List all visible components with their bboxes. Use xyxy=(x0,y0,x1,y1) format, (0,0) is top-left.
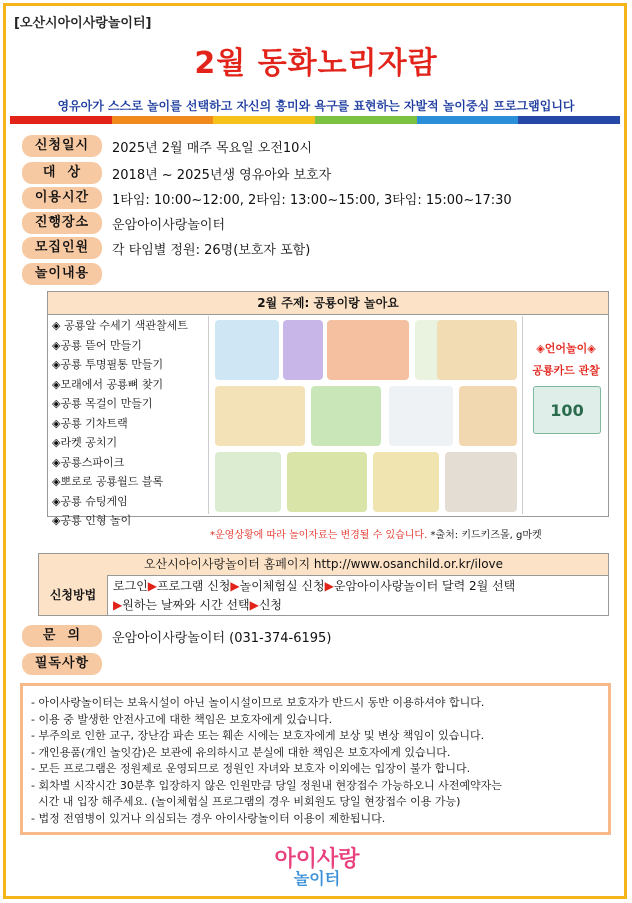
logo-line2: 놀이터 xyxy=(293,869,341,888)
stripe-red xyxy=(10,116,112,124)
info-row-place xyxy=(22,212,225,234)
place-label: 진행장소 xyxy=(22,212,102,234)
sand-table-image xyxy=(389,386,453,446)
rule-item: - 이용 중 발생한 안전사고에 대한 책임은 보호자에게 있습니다. xyxy=(31,712,333,726)
must-label: 필독사항 xyxy=(22,653,102,675)
play-item: ◈라켓 공치기 xyxy=(52,436,118,449)
time-value: 1타임: 10:00~12:00, 2타임: 13:00~15:00, 3타임: 15:00~17:30 xyxy=(112,192,512,208)
stripe-navy xyxy=(518,116,620,124)
dino-bones-image xyxy=(437,320,517,380)
step-arrow: ▶ xyxy=(230,579,240,593)
info-row-target xyxy=(22,162,331,184)
page-title: 2월 동화노리자람 xyxy=(194,46,438,81)
play-item-list xyxy=(52,316,202,531)
play-theme: 2월 주제: 공룡이랑 놀아요 xyxy=(48,292,608,315)
rule-item: - 법정 전염병이 있거나 의심되는 경우 아이사랑놀이터 이용이 제한됩니다. xyxy=(31,811,386,825)
time-label: 이용시간 xyxy=(22,187,102,209)
toy-photo-grid xyxy=(208,316,521,514)
info-row-contact xyxy=(22,625,331,647)
rules-list xyxy=(31,695,502,827)
rule-item: - 부주의로 인한 교구, 장난감 파손 또는 훼손 시에는 보호자에게 보상 및 변상 책임이 있습니다. xyxy=(31,729,485,742)
stripe-blue xyxy=(417,116,519,124)
play-item: ◈공룡 투명필통 만들기 xyxy=(52,358,164,371)
info-row-must xyxy=(22,653,102,675)
play-content-box xyxy=(47,291,609,527)
play-item: ◈뽀로로 공룡월드 블록 xyxy=(52,475,164,488)
step-arrow: ▶ xyxy=(324,579,334,593)
step-playroom: 놀이체험실 신청 xyxy=(239,579,325,593)
language-play-title: ◈언어놀이◈ xyxy=(536,342,596,355)
step-apply: 신청 xyxy=(258,598,283,612)
shooting-game-image xyxy=(373,452,439,512)
play-notice-text: *운영상황에 따라 놀이자료는 변경될 수 있습니다. xyxy=(210,530,428,541)
date-label: 신청일시 xyxy=(22,135,102,157)
homepage-row[interactable]: 오산시아이사랑놀이터 홈페이지 http://www.osanchild.or.kr/ilove xyxy=(39,554,608,576)
apply-steps-line2 xyxy=(113,596,515,615)
language-play-column xyxy=(522,316,609,514)
target-value: 2018년 ~ 2025년생 영유아와 보호자 xyxy=(112,167,332,183)
play-notice xyxy=(210,526,542,541)
image-source: *출처: 키드키즈몰, g마켓 xyxy=(430,530,542,541)
rule-item: - 개인용품(개인 놀잇감)은 보관에 유의하시고 분실에 대한 책임은 보호자에게 있습니다. xyxy=(31,745,451,759)
date-value: 2025년 2월 매주 목요일 오전10시 xyxy=(112,140,313,156)
racket-image xyxy=(459,386,517,446)
language-play-subtitle: 공룡카드 관찰 xyxy=(532,364,600,377)
play-item: ◈공룡스파이크 xyxy=(52,455,125,469)
dino-track-image xyxy=(215,386,305,446)
apply-box xyxy=(38,553,609,616)
contact-value: 운암아이사랑놀이터 (031-374-6195) xyxy=(112,630,332,646)
contact-label: 문 의 xyxy=(22,625,102,647)
play-item: ◈공룡 뜯어 만들기 xyxy=(52,338,142,352)
apply-steps xyxy=(113,577,515,615)
card-book-number: 100 xyxy=(550,401,584,420)
play-item: ◈ 공룡알 수세기 색관찰세트 xyxy=(52,319,188,332)
info-row-content xyxy=(22,263,102,285)
step-program: 프로그램 신청 xyxy=(157,579,231,593)
page-subtitle: 영유아가 스스로 놀이를 선택하고 자신의 흥미와 욕구를 표현하는 자발적 놀이중심 프로그램입니다 xyxy=(57,99,575,113)
dino-craft-image xyxy=(283,320,323,380)
dino-pencil-case-image xyxy=(327,320,409,380)
rule-item: - 모든 프로그램은 정원제로 운영되므로 정원인 자녀와 보호자 이외에는 입장이 불가 합니다. xyxy=(31,762,471,775)
stripe-orange xyxy=(112,116,214,124)
step-choose-time: 원하는 날짜와 시간 선택 xyxy=(122,598,250,612)
content-label: 놀이내용 xyxy=(22,263,102,285)
dino-card-book-image xyxy=(533,386,601,434)
target-label: 대 상 xyxy=(22,162,102,184)
recruit-label: 모집인원 xyxy=(22,237,102,259)
play-item: ◈공룡 기차트랙 xyxy=(52,416,128,430)
apply-label: 신청방법 xyxy=(39,575,108,615)
step-arrow: ▶ xyxy=(249,598,259,612)
logo xyxy=(262,848,372,890)
logo-line1: 아이사랑 xyxy=(274,847,360,872)
step-login: 로그인 xyxy=(113,579,148,593)
step-calendar: 운암아이사랑놀이터 달력 2월 선택 xyxy=(333,579,516,593)
rule-item: - 회차별 시작시간 30분후 입장하지 않은 인원만큼 당일 정원내 현장접수 가능하오니 사전예약자는 xyxy=(31,778,502,792)
color-stripe xyxy=(10,116,620,124)
pororo-block-image xyxy=(287,452,367,512)
must-read-box xyxy=(20,683,611,835)
step-arrow: ▶ xyxy=(147,579,158,593)
dino-figures-image xyxy=(445,452,517,512)
step-arrow: ▶ xyxy=(113,598,123,612)
org-tag: [오산시아이사랑놀이터] xyxy=(14,16,152,31)
rule-item: - 아이사랑놀이터는 보육시설이 아닌 놀이시설이므로 보호자가 반드시 동반 이용하셔야 합니다. xyxy=(31,696,485,709)
recruit-value: 각 타임별 정원: 26명(보호자 포함) xyxy=(112,242,311,258)
rule-item: 시간 내 입장 해주세요. (놀이체험실 프로그램의 경우 비회원도 당일 현장접수 이용 가능) xyxy=(31,795,461,808)
stripe-green xyxy=(315,116,417,124)
info-row-time xyxy=(22,187,512,209)
apply-steps-line1 xyxy=(113,577,515,596)
play-item: ◈공룡 슈팅게임 xyxy=(52,494,128,508)
info-row-date xyxy=(22,135,312,157)
stripe-yellow xyxy=(213,116,315,124)
play-item: ◈공룡 인형 놀이 xyxy=(52,514,132,527)
info-row-recruit xyxy=(22,237,310,259)
dino-plush-image xyxy=(215,452,281,512)
dino-spike-image xyxy=(311,386,381,446)
play-item: ◈공룡 목걸이 만들기 xyxy=(52,397,153,410)
dino-egg-set-image xyxy=(215,320,279,380)
play-item: ◈모래에서 공룡뼈 찾기 xyxy=(52,377,164,391)
place-value: 운암아이사랑놀이터 xyxy=(112,217,226,233)
